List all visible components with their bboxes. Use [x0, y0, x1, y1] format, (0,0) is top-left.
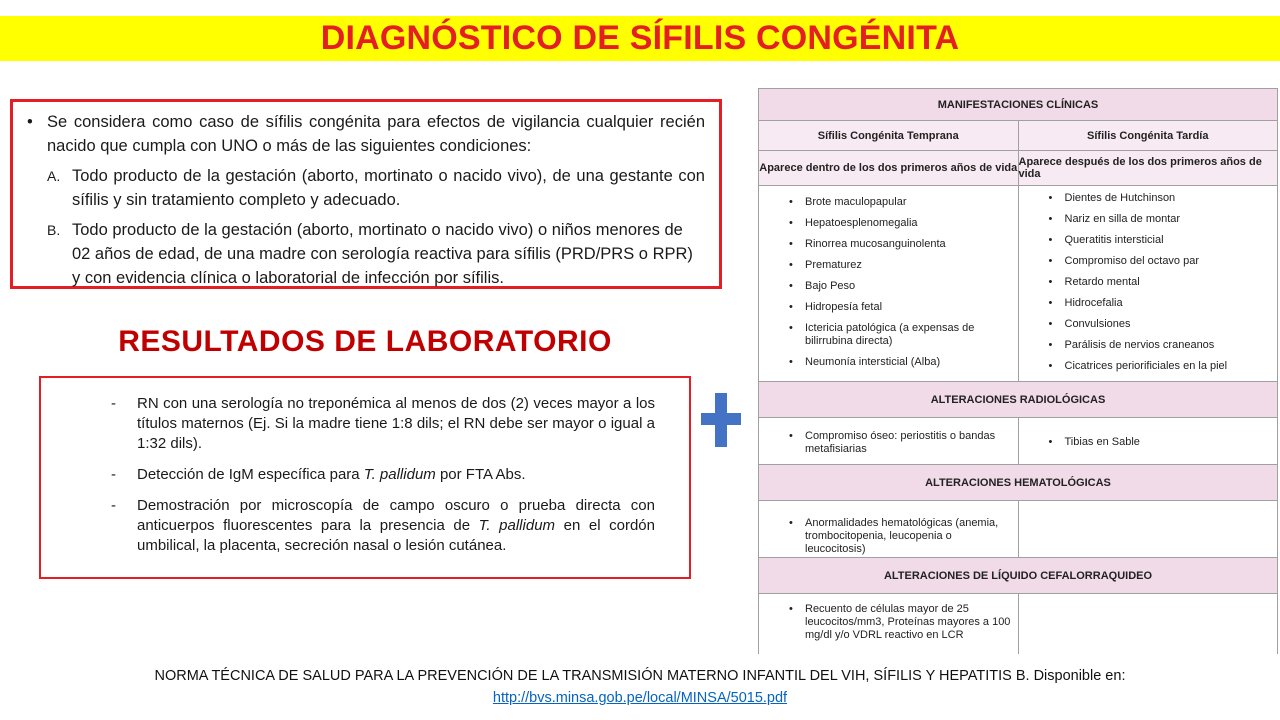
list-item: • Hidropesía fetal: [759, 301, 1012, 314]
lab-heading: RESULTADOS DE LABORATORIO: [118, 325, 612, 358]
list-item: • Brote maculopapular: [759, 196, 1012, 209]
lcr-late-cell: [1018, 594, 1278, 654]
lab-item-igm-post: por FTA Abs.: [435, 466, 526, 483]
definition-box: [10, 99, 722, 289]
condition-b-text: Todo producto de la gestación (aborto, mortinato o nacido vivo) o niños menores de 02 años de edad, de una madre con serología reactiva para sífilis (PRD/PRS o RPR) y con evidencia clínica o laboratorial de infección por sífilis.: [72, 221, 693, 287]
lab-item-serology-text: RN con una serología no treponémica al menos de dos (2) veces mayor a los títulos maternos (Ej. Si la madre tiene 1:8 dils; el RN debe ser mayor o igual a 1:32 dils).: [137, 395, 655, 452]
list-item: • Queratitis intersticial: [1019, 234, 1228, 247]
list-item: • Hidrocefalia: [1019, 297, 1228, 310]
radio-body: [759, 418, 1277, 465]
list-item: • Tibias en Sable: [1019, 436, 1140, 449]
condition-b-letter: B.: [47, 222, 61, 238]
list-item: • Parálisis de nervios craneanos: [1019, 339, 1228, 352]
list-item: • Anormalidades hematológicas (anemia, trombocitopenia, leucopenia o leucocitosis): [759, 517, 1012, 556]
list-item: • Nariz en silla de montar: [1019, 213, 1228, 226]
manifestations-header: [759, 89, 1277, 121]
lab-item-serology: [111, 394, 655, 454]
page-title: DIAGNÓSTICO DE SÍFILIS CONGÉNITA: [320, 19, 960, 57]
hema-late-cell: [1018, 501, 1278, 557]
definition-intro-text: Se considera como caso de sífilis congénita para efectos de vigilancia cualquier recién nacido que cumpla con UNO o más de las siguientes condiciones:: [47, 113, 705, 155]
lab-item-microscopy-organism: T. pallidum: [478, 517, 556, 534]
hema-early-cell: [759, 501, 1018, 557]
list-item: • Cicatrices periorificiales en la piel: [1019, 360, 1228, 373]
radio-early-cell: [759, 418, 1018, 464]
lcr-early-cell: [759, 594, 1018, 654]
condition-a-text: Todo producto de la gestación (aborto, mortinato o nacido vivo), de una gestante con sífilis y sin tratamiento completo y adecuado.: [72, 167, 705, 209]
hema-header-text: ALTERACIONES HEMATOLÓGICAS: [925, 476, 1111, 489]
list-item: • Hepatoesplenomegalia: [759, 217, 1012, 230]
radio-header: [759, 382, 1277, 418]
col-late-header: Sífilis Congénita Tardía: [1018, 121, 1278, 150]
lcr-header: [759, 558, 1277, 594]
hema-body: [759, 501, 1277, 558]
list-item: • Prematurez: [759, 259, 1012, 272]
column-descriptions: [759, 151, 1277, 186]
source-link[interactable]: http://bvs.minsa.gob.pe/local/MINSA/5015.pdf: [492, 690, 788, 706]
source-citation: [0, 665, 1280, 709]
condition-b: [27, 218, 705, 290]
radio-header-text: ALTERACIONES RADIOLÓGICAS: [930, 393, 1106, 406]
clinical-manifestations-table: [758, 88, 1278, 654]
lab-item-igm: [111, 465, 655, 485]
lab-item-igm-pre: Detección de IgM específica para: [137, 466, 364, 483]
lab-item-microscopy: [111, 496, 655, 556]
title-bar: [0, 16, 1280, 61]
lab-results-box: [39, 376, 691, 579]
lab-item-microscopy-post: en el cordón umbilical, la placenta, secreción nasal o lesión cutánea.: [137, 517, 655, 554]
manifestations-body: [759, 186, 1277, 382]
list-item: • Dientes de Hutchinson: [1019, 192, 1228, 205]
list-item: • Convulsiones: [1019, 318, 1228, 331]
plus-icon: [701, 393, 741, 447]
column-headers: [759, 121, 1277, 151]
dash-marker: -: [111, 395, 116, 412]
condition-a: [27, 164, 705, 212]
definition-intro: [27, 110, 705, 158]
dash-marker: -: [111, 466, 116, 483]
early-desc: Aparece dentro de los dos primeros años de vida: [759, 162, 1018, 174]
list-item: • Retardo mental: [1019, 276, 1228, 289]
hema-header: [759, 465, 1277, 501]
radio-late-cell: [1018, 418, 1278, 464]
lab-item-igm-organism: T. pallidum: [363, 466, 436, 483]
list-item: • Rinorrea mucosanguinolenta: [759, 238, 1012, 251]
list-item: • Ictericia patológica (a expensas de bilirrubina directa): [759, 322, 1012, 348]
list-item: • Compromiso del octavo par: [1019, 255, 1228, 268]
lab-item-microscopy-pre: Demostración por microscopía de campo oscuro o prueba directa con anticuerpos fluorescentes para la presencia de: [137, 497, 655, 534]
dash-marker: -: [111, 497, 116, 514]
late-desc: Aparece después de los dos primeros años de vida: [1018, 151, 1278, 185]
list-item: • Bajo Peso: [759, 280, 1012, 293]
lcr-header-text: ALTERACIONES DE LÍQUIDO CEFALORRAQUIDEO: [883, 569, 1153, 582]
list-item: • Compromiso óseo: periostitis o bandas metafisiarias: [759, 430, 1012, 456]
lcr-body: [759, 594, 1277, 654]
list-item: • Recuento de células mayor de 25 leucocitos/mm3, Proteínas mayores a 100 mg/dl y/o VDRL reactivo en LCR: [759, 603, 1012, 642]
early-items-cell: [759, 186, 1018, 381]
condition-a-letter: A.: [47, 168, 61, 184]
col-early-header: Sífilis Congénita Temprana: [817, 129, 959, 142]
late-items-cell: [1018, 186, 1278, 381]
list-item: • Neumonía intersticial (Alba): [759, 356, 1012, 369]
bullet-icon: •: [27, 113, 33, 131]
manifestations-header-text: MANIFESTACIONES CLÍNICAS: [937, 98, 1099, 111]
source-text: NORMA TÉCNICA DE SALUD PARA LA PREVENCIÓN DE LA TRANSMISIÓN MATERNO INFANTIL DEL VIH, SÍFILIS Y HEPATITIS B. Disponible en:: [154, 668, 1126, 684]
